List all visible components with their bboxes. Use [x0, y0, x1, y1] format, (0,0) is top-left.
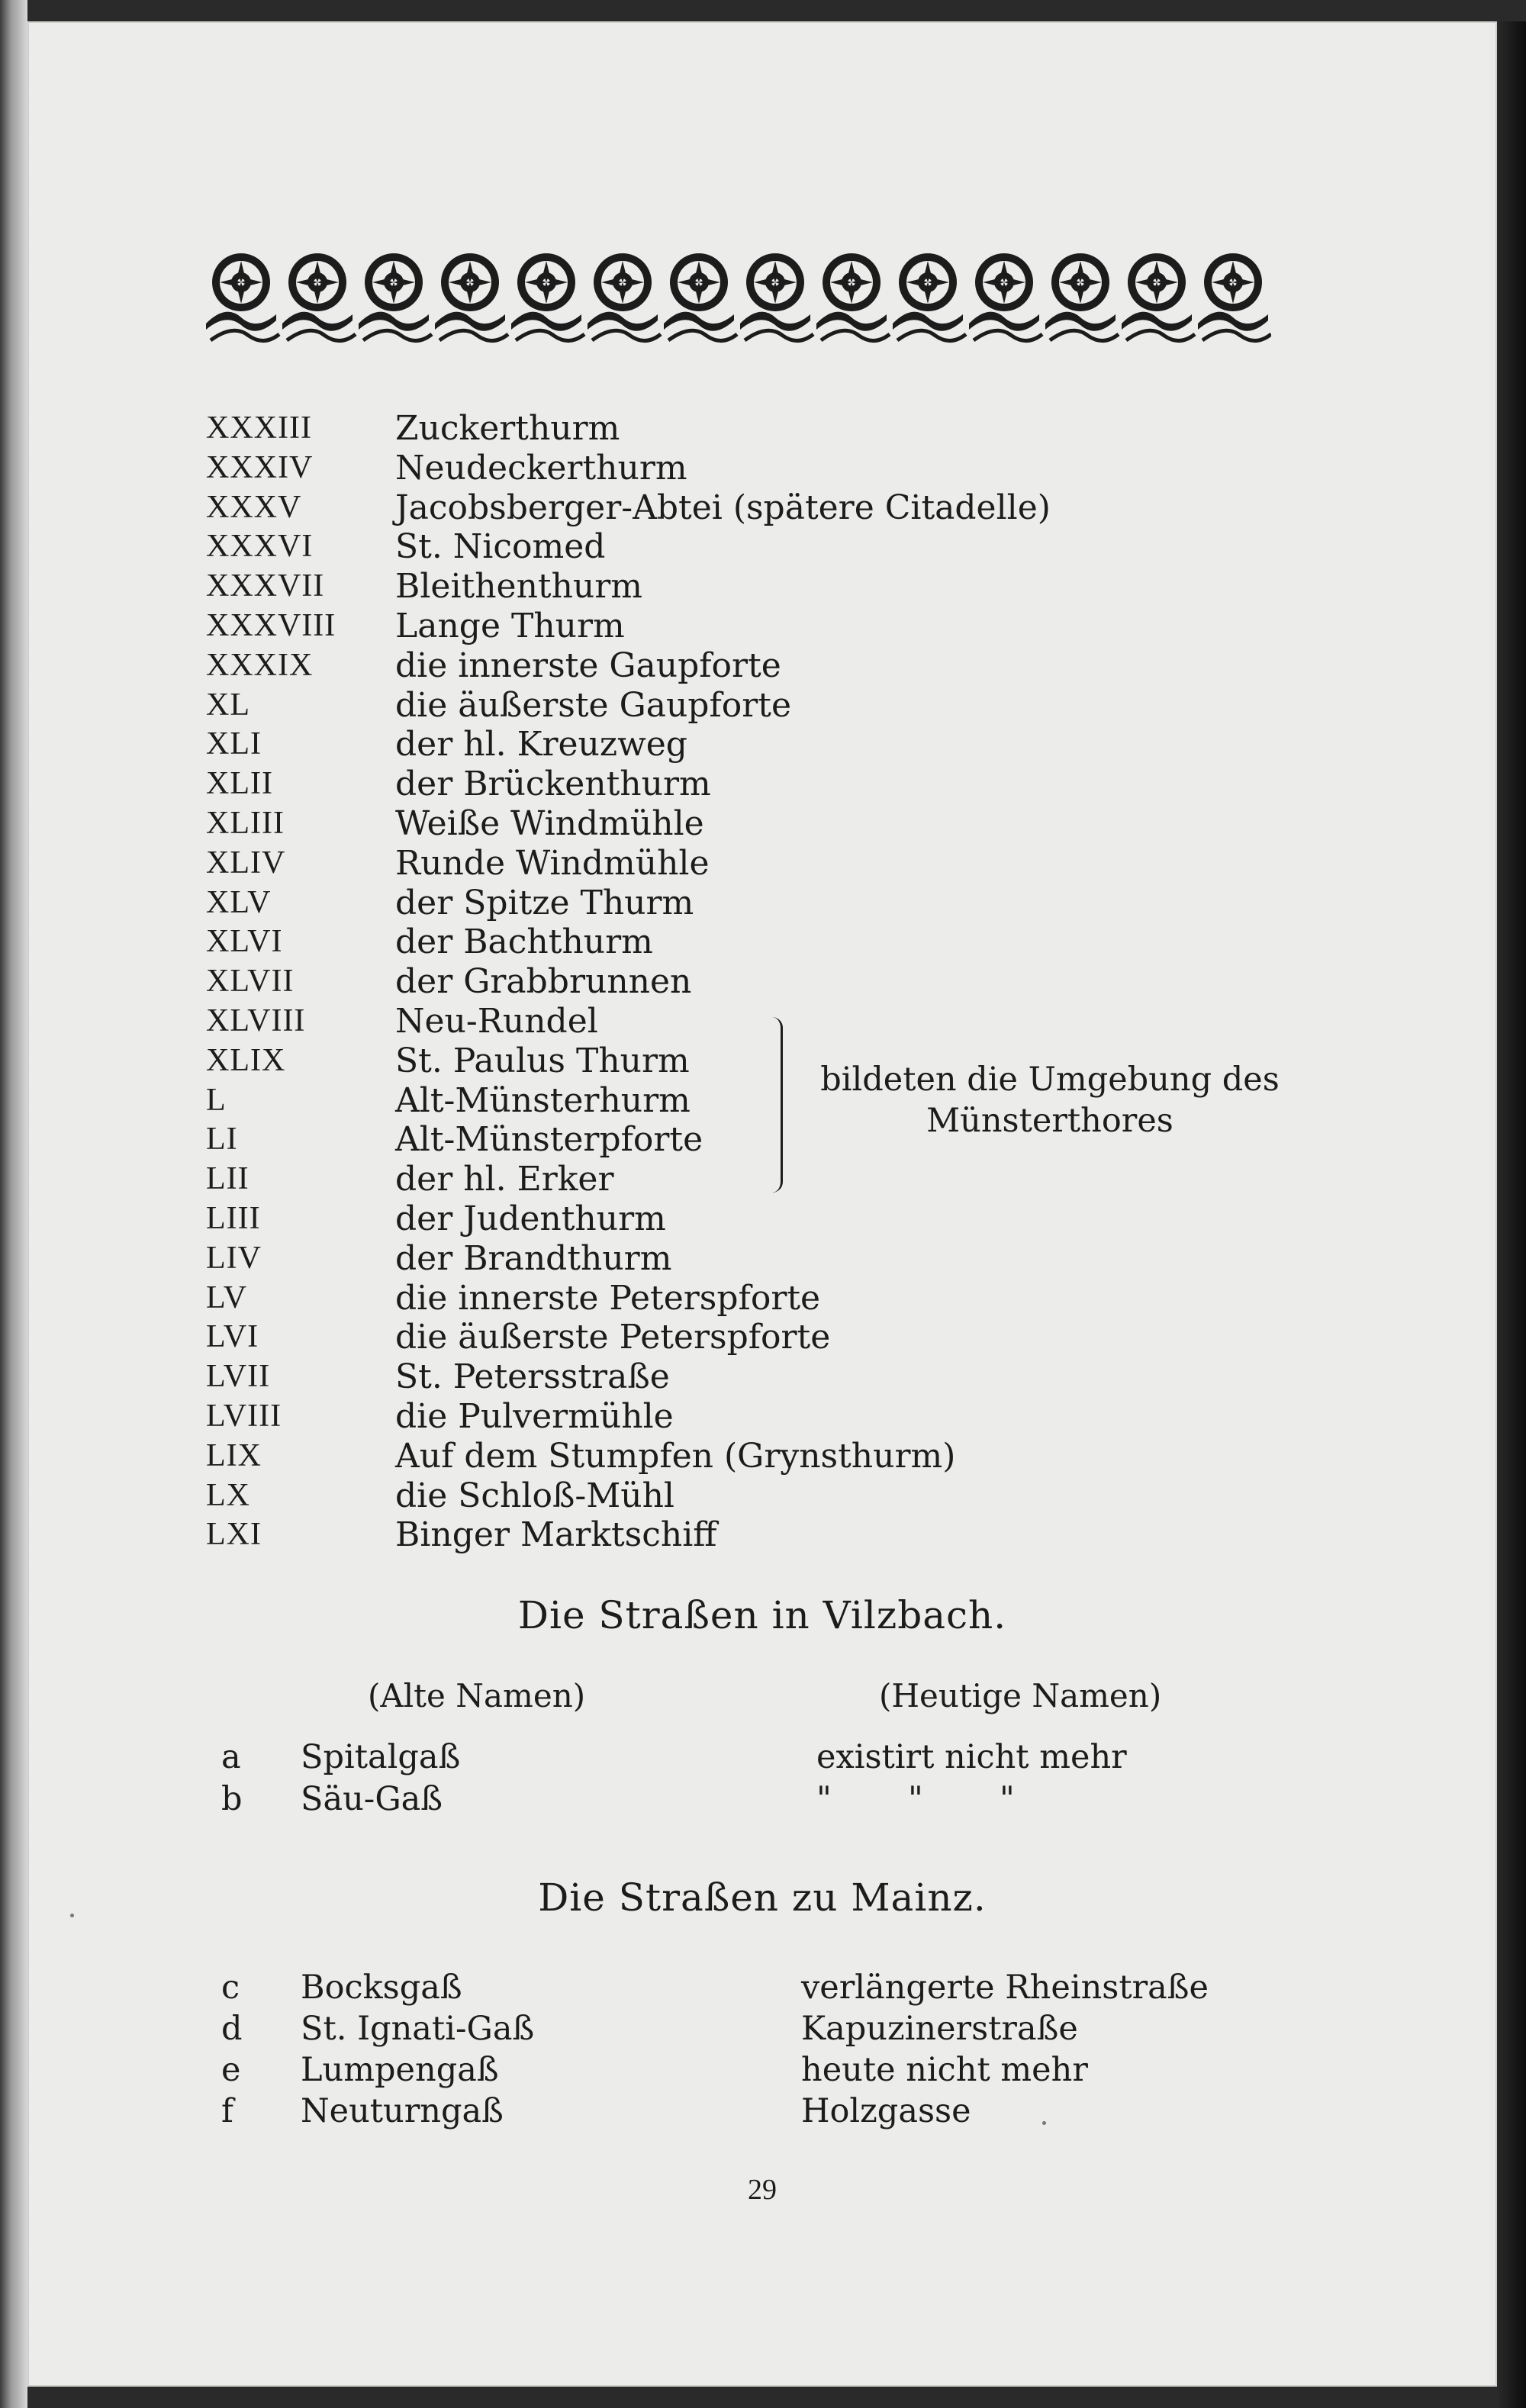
ornament-flower [511, 253, 584, 341]
street-letter: b [221, 1780, 243, 1818]
site-name: der Brandthurm [395, 1238, 672, 1278]
ditto-mark: " [908, 1780, 923, 1818]
street-new-name: Kapuzinerstraße [801, 2010, 1078, 2048]
roman-numeral: LVI [206, 1319, 259, 1355]
street-old-name: Spitalgaß [301, 1738, 461, 1776]
list-item [206, 527, 816, 567]
site-name: Auf dem Stumpfen (Grynsthurm) [395, 1436, 956, 1476]
ornament-flower [740, 253, 813, 341]
ornament-flower [893, 253, 966, 341]
site-name: St. Petersstraße [395, 1357, 670, 1397]
roman-numeral: LII [206, 1161, 250, 1197]
ditto-mark: " [816, 1780, 832, 1818]
scan-speck [1042, 2121, 1046, 2125]
list-item [206, 646, 816, 686]
roman-numeral: XLIX [206, 1042, 286, 1078]
column-header-old-names: (Alte Namen) [368, 1677, 586, 1714]
street-old-name: Lumpengaß [301, 2051, 499, 2089]
site-name: die innerste Gaupforte [395, 645, 781, 685]
site-name: die Schloß-Mühl [395, 1476, 675, 1515]
site-name: St. Paulus Thurm [395, 1041, 690, 1080]
site-name: der hl. Erker [395, 1160, 614, 1199]
roman-numeral: LIX [206, 1437, 262, 1473]
street-letter: a [221, 1738, 241, 1776]
scan-speck [70, 1914, 74, 1917]
street-new-name: Holzgasse [801, 2092, 971, 2130]
scan-left-edge [0, 0, 27, 2408]
bracket-note-line: bildeten die Umgebung des [820, 1061, 1280, 1099]
ornament-flower [1122, 253, 1195, 341]
roman-numeral: LVII [206, 1359, 271, 1395]
list-item [206, 1357, 816, 1397]
list-item [206, 1081, 816, 1121]
roman-numeral: XLII [206, 766, 273, 802]
list-item [206, 1397, 816, 1437]
list-item [206, 804, 816, 844]
site-name: Alt-Münsterpforte [395, 1120, 703, 1160]
ornament-flower [816, 253, 890, 341]
roman-numeral: XLVI [206, 924, 283, 960]
list-item [206, 1476, 816, 1516]
roman-numeral: L [206, 1082, 227, 1118]
roman-numeral: XLIV [206, 845, 286, 880]
site-name: Jacobsberger-Abtei (spätere Citadelle) [395, 488, 1051, 527]
roman-numeral: XXXIX [206, 647, 314, 683]
scan-right-edge [1497, 21, 1526, 2408]
list-item [206, 1278, 821, 1318]
site-name: Runde Windmühle [395, 843, 710, 883]
site-name: Alt-Münsterhurm [395, 1080, 691, 1120]
roman-numeral: XXXVI [206, 529, 314, 565]
roman-numeral: XLVIII [206, 1003, 306, 1038]
site-name: Bleithenthurm [395, 567, 643, 607]
ornament-flower [282, 253, 356, 341]
list-item [206, 567, 816, 607]
page-number: 29 [748, 2174, 777, 2206]
bracket-note [790, 1059, 1309, 1141]
street-row [221, 1969, 1289, 2010]
site-name: der Spitze Thurm [395, 883, 694, 922]
roman-numeral: XLI [206, 726, 262, 762]
site-name: Neu-Rundel [395, 1001, 598, 1041]
site-name: der Grabbrunnen [395, 962, 692, 1002]
list-item [206, 922, 816, 962]
list-item [206, 1160, 816, 1199]
street-letter: d [221, 2010, 243, 2048]
roman-numeral: XXXIV [206, 449, 314, 485]
list-item [206, 488, 1051, 528]
street-new-name: verlängerte Rheinstraße [801, 1969, 1209, 2007]
site-name: Binger Marktschiff [395, 1515, 717, 1555]
list-item [206, 686, 816, 726]
site-name: Neudeckerthurm [395, 448, 687, 488]
list-item [206, 1239, 816, 1279]
roman-numeral: LX [206, 1477, 250, 1513]
roman-numeral: XXXV [206, 489, 302, 525]
column-header-new-names: (Heutige Namen) [879, 1677, 1162, 1714]
street-row [221, 2051, 1289, 2092]
site-name: die äußerste Gaupforte [395, 685, 791, 725]
floral-ornament-band [203, 250, 1271, 349]
site-name: Lange Thurm [395, 606, 625, 645]
site-name: der Judenthurm [395, 1199, 666, 1238]
roman-numeral: XLV [206, 884, 272, 920]
site-name: die Pulvermühle [395, 1396, 674, 1436]
ornament-flower [435, 253, 508, 341]
list-item [206, 449, 816, 488]
site-name: der Brückenthurm [395, 765, 711, 804]
street-new-name: existirt nicht mehr [816, 1738, 1127, 1776]
list-item [206, 725, 816, 765]
ditto-marks [816, 1780, 1091, 1818]
site-name: St. Nicomed [395, 527, 606, 567]
ditto-mark: " [1000, 1780, 1015, 1818]
ornament-flower [664, 253, 737, 341]
bracket-note-line: Münsterthores [926, 1102, 1173, 1140]
ornament-flower [969, 253, 1042, 341]
roman-numeral: LI [206, 1122, 238, 1157]
list-item [206, 962, 816, 1002]
list-item [206, 1318, 831, 1357]
list-item [206, 1436, 956, 1476]
section-title-mainz: Die Straßen zu Mainz. [538, 1875, 987, 1920]
site-name: die innerste Peterspforte [395, 1278, 821, 1318]
ornament-flower [1045, 253, 1119, 341]
site-name: die äußerste Peterspforte [395, 1318, 831, 1357]
list-item [206, 1002, 816, 1041]
roman-numeral: XXXVII [206, 568, 325, 604]
list-item [206, 844, 816, 884]
ornament-flower [588, 253, 661, 341]
street-row [221, 2010, 1289, 2051]
roman-numeral: XL [206, 687, 250, 723]
roman-numeral: LIV [206, 1240, 262, 1276]
ornament-flower [206, 253, 279, 341]
roman-numeral: XLVII [206, 964, 295, 1000]
street-old-name: Bocksgaß [301, 1969, 462, 2007]
ornament-flower [359, 253, 432, 341]
street-new-name: heute nicht mehr [801, 2051, 1088, 2089]
street-letter: f [221, 2092, 233, 2130]
site-name: der hl. Kreuzweg [395, 725, 687, 765]
roman-numeral: XLIII [206, 805, 285, 841]
book-page [27, 21, 1497, 2387]
street-old-name: St. Ignati-Gaß [301, 2010, 535, 2048]
street-letter: c [221, 1969, 240, 2007]
list-item [206, 409, 816, 449]
grouping-brace [765, 1017, 783, 1193]
list-item [206, 884, 816, 923]
site-name: der Bachthurm [395, 922, 653, 962]
roman-numeral: LV [206, 1280, 248, 1315]
list-item [206, 607, 816, 646]
site-name: Weiße Windmühle [395, 803, 704, 843]
street-old-name: Neuturngaß [301, 2092, 504, 2130]
roman-numeral: LXI [206, 1517, 262, 1553]
street-old-name: Säu-Gaß [301, 1780, 443, 1818]
street-row [221, 2092, 1289, 2133]
list-item [206, 1120, 816, 1160]
list-item [206, 1041, 816, 1081]
roman-numeral: XXXIII [206, 410, 312, 446]
list-item [206, 1199, 816, 1239]
list-item [206, 765, 816, 804]
section-title-vilzbach: Die Straßen in Vilzbach. [517, 1593, 1007, 1637]
site-name: Zuckerthurm [395, 409, 620, 448]
ornament-flower [1198, 253, 1271, 341]
street-row [221, 1738, 1289, 1779]
roman-numeral: LIII [206, 1200, 261, 1236]
street-letter: e [221, 2051, 241, 2089]
roman-numeral: LVIII [206, 1398, 282, 1434]
street-row [221, 1780, 1289, 1821]
list-item [206, 1515, 816, 1555]
roman-numeral: XXXVIII [206, 607, 336, 643]
